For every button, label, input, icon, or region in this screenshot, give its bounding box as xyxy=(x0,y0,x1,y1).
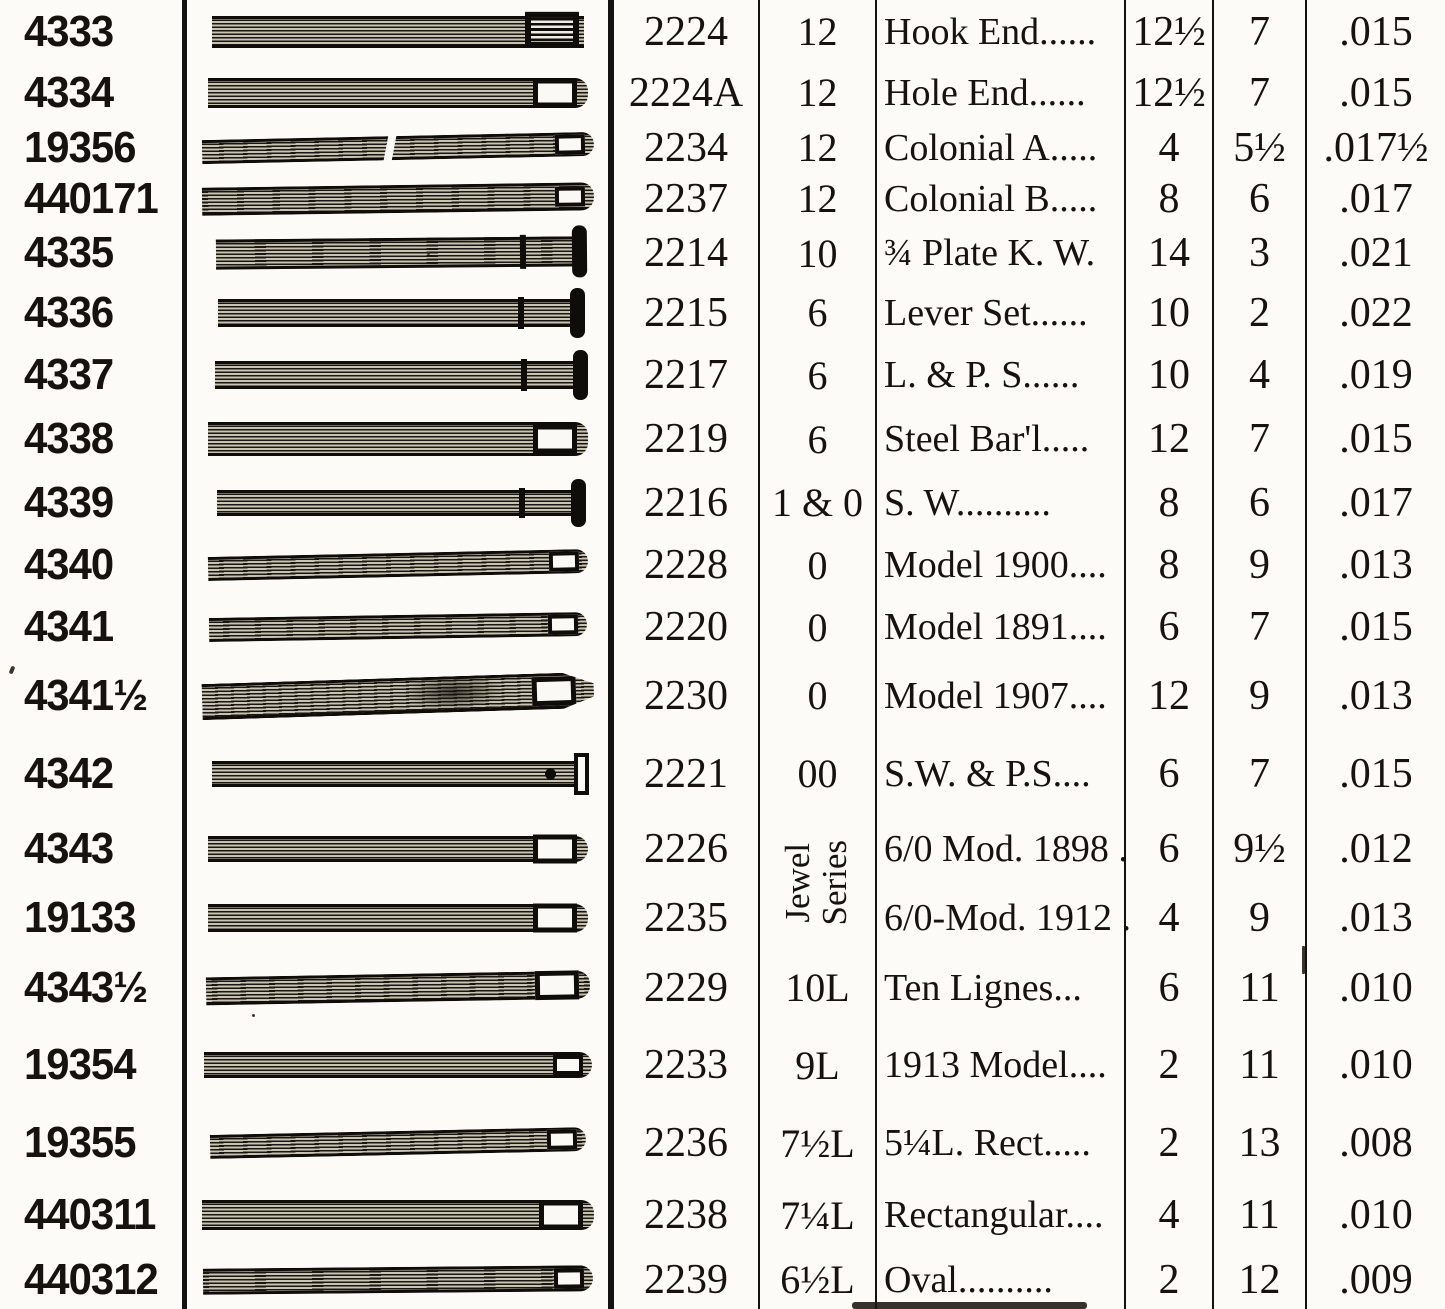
table-row xyxy=(0,173,1445,224)
description: Model 1891.... xyxy=(875,596,1124,658)
dimension-2: 7 xyxy=(1212,63,1305,122)
table-row xyxy=(0,1250,1445,1309)
table-row xyxy=(0,733,1445,814)
part-number: 440312 xyxy=(24,1254,158,1304)
table-row xyxy=(0,63,1445,122)
description: Colonial B..... xyxy=(875,173,1124,224)
illustration-cell xyxy=(187,282,608,343)
table-row xyxy=(0,951,1445,1024)
part-number: 4341 xyxy=(24,602,114,651)
illustration-cell xyxy=(187,224,608,282)
table-row xyxy=(0,884,1445,951)
dimension-2: 7 xyxy=(1212,407,1305,471)
mainspring-illustration-icon xyxy=(208,612,586,642)
description: S.W. & P.S.... xyxy=(875,733,1124,814)
catalog-number: 2219 xyxy=(644,416,728,462)
scan-speck xyxy=(252,1014,255,1017)
description: 5¼L. Rect..... xyxy=(875,1106,1124,1180)
dimension-2: 4 xyxy=(1212,343,1305,407)
mainspring-illustration-icon xyxy=(208,422,588,456)
description: Steel Bar'l..... xyxy=(875,407,1124,471)
mainspring-illustration-icon xyxy=(212,16,584,48)
table-row xyxy=(0,534,1445,596)
catalog-number: 2230 xyxy=(644,672,728,719)
table-row xyxy=(0,282,1445,343)
movement-size: 10 xyxy=(758,224,875,282)
table-row xyxy=(0,0,1445,63)
illustration-cell xyxy=(187,1024,608,1106)
dimension-2: 11 xyxy=(1212,1024,1305,1106)
movement-size: 12 xyxy=(758,0,875,63)
dimension-1: 6 xyxy=(1124,814,1212,884)
dimension-1: 10 xyxy=(1124,343,1212,407)
thickness-value: .022 xyxy=(1305,282,1445,343)
dimension-2: 6 xyxy=(1212,173,1305,224)
part-number: 4343 xyxy=(24,824,114,873)
catalog-number: 2226 xyxy=(644,826,728,872)
thickness-value: .017 xyxy=(1305,173,1445,224)
illustration-cell xyxy=(187,1180,608,1250)
dimension-2: 6 xyxy=(1212,471,1305,534)
table-row xyxy=(0,1024,1445,1106)
table-row xyxy=(0,122,1445,173)
part-number: 4341½ xyxy=(24,670,148,720)
part-number: 4342 xyxy=(24,748,114,798)
mainspring-illustration-icon xyxy=(208,836,588,862)
table-row xyxy=(0,658,1445,733)
illustration-cell xyxy=(187,733,608,814)
part-number: 4338 xyxy=(24,414,114,463)
part-number: 4337 xyxy=(24,350,114,399)
mainspring-illustration-icon xyxy=(208,78,588,108)
dimension-2: 9 xyxy=(1212,884,1305,951)
description: Oval.......... xyxy=(875,1250,1124,1309)
part-number: 19356 xyxy=(24,122,136,172)
illustration-cell xyxy=(187,343,608,407)
movement-size xyxy=(758,814,875,884)
mainspring-illustration-icon xyxy=(209,1127,585,1159)
dimension-1: 6 xyxy=(1124,733,1212,814)
part-number: 4339 xyxy=(24,477,114,527)
illustration-cell xyxy=(187,534,608,596)
table-row xyxy=(0,343,1445,407)
movement-size: 0 xyxy=(758,534,875,596)
thickness-value: .008 xyxy=(1305,1106,1445,1180)
illustration-cell xyxy=(187,658,608,733)
scan-artifact-bottom xyxy=(852,1302,1087,1309)
part-number-cell xyxy=(0,282,182,343)
scan-smudge xyxy=(397,674,508,713)
part-number-cell xyxy=(0,1106,182,1180)
illustration-cell xyxy=(187,0,608,63)
dimension-1: 2 xyxy=(1124,1250,1212,1309)
mainspring-illustration-icon xyxy=(215,236,579,269)
movement-size: 12 xyxy=(758,63,875,122)
illustration-cell xyxy=(187,814,608,884)
description: Rectangular.... xyxy=(875,1180,1124,1250)
scan-speck xyxy=(427,252,430,255)
catalog-number: 2220 xyxy=(644,604,728,650)
part-number-cell xyxy=(0,122,182,173)
part-number-cell xyxy=(0,173,182,224)
part-number: 19355 xyxy=(24,1118,136,1167)
part-number: 4343½ xyxy=(24,962,148,1012)
movement-size xyxy=(758,884,875,951)
description: Model 1900.... xyxy=(875,534,1124,596)
catalog-number: 2236 xyxy=(644,1120,728,1166)
dimension-2: 5½ xyxy=(1212,122,1305,173)
catalog-number: 2234 xyxy=(644,124,728,171)
thickness-value: .013 xyxy=(1305,884,1445,951)
dimension-1: 8 xyxy=(1124,471,1212,534)
illustration-cell xyxy=(187,173,608,224)
dimension-1: 12 xyxy=(1124,407,1212,471)
catalog-number: 2228 xyxy=(644,542,728,588)
part-number: 4333 xyxy=(24,6,114,56)
dimension-2: 12 xyxy=(1212,1250,1305,1309)
catalog-number: 2224 xyxy=(644,8,728,55)
part-number: 4340 xyxy=(24,540,114,589)
thickness-value: .009 xyxy=(1305,1250,1445,1309)
description: ¾ Plate K. W. xyxy=(875,224,1124,282)
part-number: 440311 xyxy=(24,1190,156,1239)
thickness-value: .017½ xyxy=(1305,122,1445,173)
catalog-number: 2233 xyxy=(644,1042,728,1088)
thickness-value: .021 xyxy=(1305,224,1445,282)
dimension-2: 3 xyxy=(1212,224,1305,282)
dimension-2: 7 xyxy=(1212,733,1305,814)
catalog-number: 2214 xyxy=(644,230,728,276)
dimension-1: 10 xyxy=(1124,282,1212,343)
mainspring-illustration-icon xyxy=(212,761,584,787)
description: Colonial A..... xyxy=(875,122,1124,173)
catalog-number: 2229 xyxy=(644,964,728,1011)
movement-size: 12 xyxy=(758,173,875,224)
illustration-cell xyxy=(187,884,608,951)
dimension-2: 7 xyxy=(1212,596,1305,658)
part-number: 4334 xyxy=(24,67,114,117)
part-number-cell xyxy=(0,884,182,951)
dimension-1: 8 xyxy=(1124,173,1212,224)
dimension-1: 4 xyxy=(1124,1180,1212,1250)
thickness-value: .010 xyxy=(1305,1180,1445,1250)
catalog-number: 2237 xyxy=(644,175,728,222)
table-row xyxy=(0,224,1445,282)
description: Lever Set...... xyxy=(875,282,1124,343)
dimension-1: 2 xyxy=(1124,1106,1212,1180)
part-number: 19354 xyxy=(24,1040,136,1089)
dimension-1: 14 xyxy=(1124,224,1212,282)
catalog-number: 2221 xyxy=(644,750,728,797)
thickness-value: .013 xyxy=(1305,534,1445,596)
movement-size: 0 xyxy=(758,596,875,658)
dimension-1: 4 xyxy=(1124,122,1212,173)
description: Ten Lignes... xyxy=(875,951,1124,1024)
catalog-number: 2239 xyxy=(644,1256,728,1303)
dimension-1: 4 xyxy=(1124,884,1212,951)
dimension-2: 9 xyxy=(1212,534,1305,596)
dimension-1: 12½ xyxy=(1124,63,1212,122)
movement-size: 00 xyxy=(758,733,875,814)
thickness-value: .015 xyxy=(1305,733,1445,814)
description: L. & P. S...... xyxy=(875,343,1124,407)
dimension-1: 8 xyxy=(1124,534,1212,596)
dimension-2: 13 xyxy=(1212,1106,1305,1180)
mainspring-illustration-icon xyxy=(207,549,587,581)
description: S. W.......... xyxy=(875,471,1124,534)
thickness-value: .015 xyxy=(1305,0,1445,63)
jewel-series-line2: Series xyxy=(814,839,854,926)
part-number-cell xyxy=(0,658,182,733)
mainspring-illustration-icon xyxy=(205,970,589,1005)
part-number-cell xyxy=(0,534,182,596)
dimension-1: 2 xyxy=(1124,1024,1212,1106)
mainspring-illustration-icon xyxy=(201,131,593,163)
mainspring-illustration-icon xyxy=(215,361,581,389)
illustration-cell xyxy=(187,1106,608,1180)
part-number-cell xyxy=(0,1180,182,1250)
thickness-value: .015 xyxy=(1305,63,1445,122)
dimension-1: 6 xyxy=(1124,596,1212,658)
jewel-series-line1: Jewel xyxy=(777,842,817,923)
catalog-number: 2224A xyxy=(628,69,744,116)
movement-size: 7¼L xyxy=(758,1180,875,1250)
part-number-cell xyxy=(0,407,182,471)
description: Hole End...... xyxy=(875,63,1124,122)
part-number-cell xyxy=(0,596,182,658)
part-number-cell xyxy=(0,1024,182,1106)
part-number-cell xyxy=(0,0,182,63)
catalog-number: 2215 xyxy=(644,289,728,336)
mainspring-illustration-icon xyxy=(201,182,593,215)
description: Hook End...... xyxy=(875,0,1124,63)
dimension-2: 7 xyxy=(1212,0,1305,63)
thickness-value: .010 xyxy=(1305,951,1445,1024)
movement-size: 6½L xyxy=(758,1250,875,1309)
part-number: 4335 xyxy=(24,228,114,277)
thickness-value: .017 xyxy=(1305,471,1445,534)
dimension-2: 11 xyxy=(1212,1180,1305,1250)
thickness-value: .013 xyxy=(1305,658,1445,733)
catalog-number: 2216 xyxy=(644,479,728,526)
spring-break-mark xyxy=(383,133,396,162)
table-row xyxy=(0,1106,1445,1180)
table-row xyxy=(0,814,1445,884)
thickness-value: .015 xyxy=(1305,407,1445,471)
catalog-number: 2217 xyxy=(644,352,728,398)
illustration-cell xyxy=(187,1250,608,1309)
movement-size: 0 xyxy=(758,658,875,733)
part-number: 440171 xyxy=(24,173,158,223)
mainspring-illustration-icon xyxy=(218,299,578,327)
mainspring-illustration-icon xyxy=(201,671,594,719)
mainspring-illustration-icon xyxy=(204,1052,592,1078)
description: Model 1907.... xyxy=(875,658,1124,733)
description: 6/0-Mod. 1912 . xyxy=(875,884,1124,951)
thickness-value: .012 xyxy=(1305,814,1445,884)
part-number-cell xyxy=(0,951,182,1024)
illustration-cell xyxy=(187,471,608,534)
part-number-cell xyxy=(0,733,182,814)
movement-size: 1 & 0 xyxy=(758,471,875,534)
part-number-cell xyxy=(0,343,182,407)
dimension-1: 12 xyxy=(1124,658,1212,733)
dimension-1: 12½ xyxy=(1124,0,1212,63)
movement-size: 6 xyxy=(758,282,875,343)
illustration-cell xyxy=(187,122,608,173)
mainspring-illustration-icon xyxy=(217,490,579,516)
dimension-2: 9½ xyxy=(1212,814,1305,884)
mainspring-illustration-icon xyxy=(202,1200,594,1230)
part-number-cell xyxy=(0,224,182,282)
movement-size: 6 xyxy=(758,407,875,471)
illustration-cell xyxy=(187,407,608,471)
scan-speck xyxy=(1302,946,1305,974)
movement-size: 9L xyxy=(758,1024,875,1106)
dimension-1: 6 xyxy=(1124,951,1212,1024)
part-number-cell xyxy=(0,1250,182,1309)
table-row xyxy=(0,596,1445,658)
part-number-cell xyxy=(0,63,182,122)
thickness-value: .010 xyxy=(1305,1024,1445,1106)
table-row xyxy=(0,407,1445,471)
part-number: 4336 xyxy=(24,287,114,337)
table-row xyxy=(0,1180,1445,1250)
table-row xyxy=(0,471,1445,534)
illustration-cell xyxy=(187,63,608,122)
part-number: 19133 xyxy=(24,892,136,942)
dimension-2: 2 xyxy=(1212,282,1305,343)
description: 6/0 Mod. 1898 . xyxy=(875,814,1124,884)
dimension-2: 11 xyxy=(1212,951,1305,1024)
movement-size: 7½L xyxy=(758,1106,875,1180)
catalog-number: 2235 xyxy=(644,894,728,941)
movement-size: 10L xyxy=(758,951,875,1024)
illustration-cell xyxy=(187,596,608,658)
thickness-value: .015 xyxy=(1305,596,1445,658)
description: 1913 Model.... xyxy=(875,1024,1124,1106)
thickness-value: .019 xyxy=(1305,343,1445,407)
movement-size: 12 xyxy=(758,122,875,173)
illustration-cell xyxy=(187,951,608,1024)
mainspring-illustration-icon xyxy=(202,1265,592,1294)
catalog-number: 2238 xyxy=(644,1192,728,1238)
part-number-cell xyxy=(0,814,182,884)
dimension-2: 9 xyxy=(1212,658,1305,733)
mainspring-illustration-icon xyxy=(208,904,588,932)
part-number-cell xyxy=(0,471,182,534)
movement-size: 6 xyxy=(758,343,875,407)
